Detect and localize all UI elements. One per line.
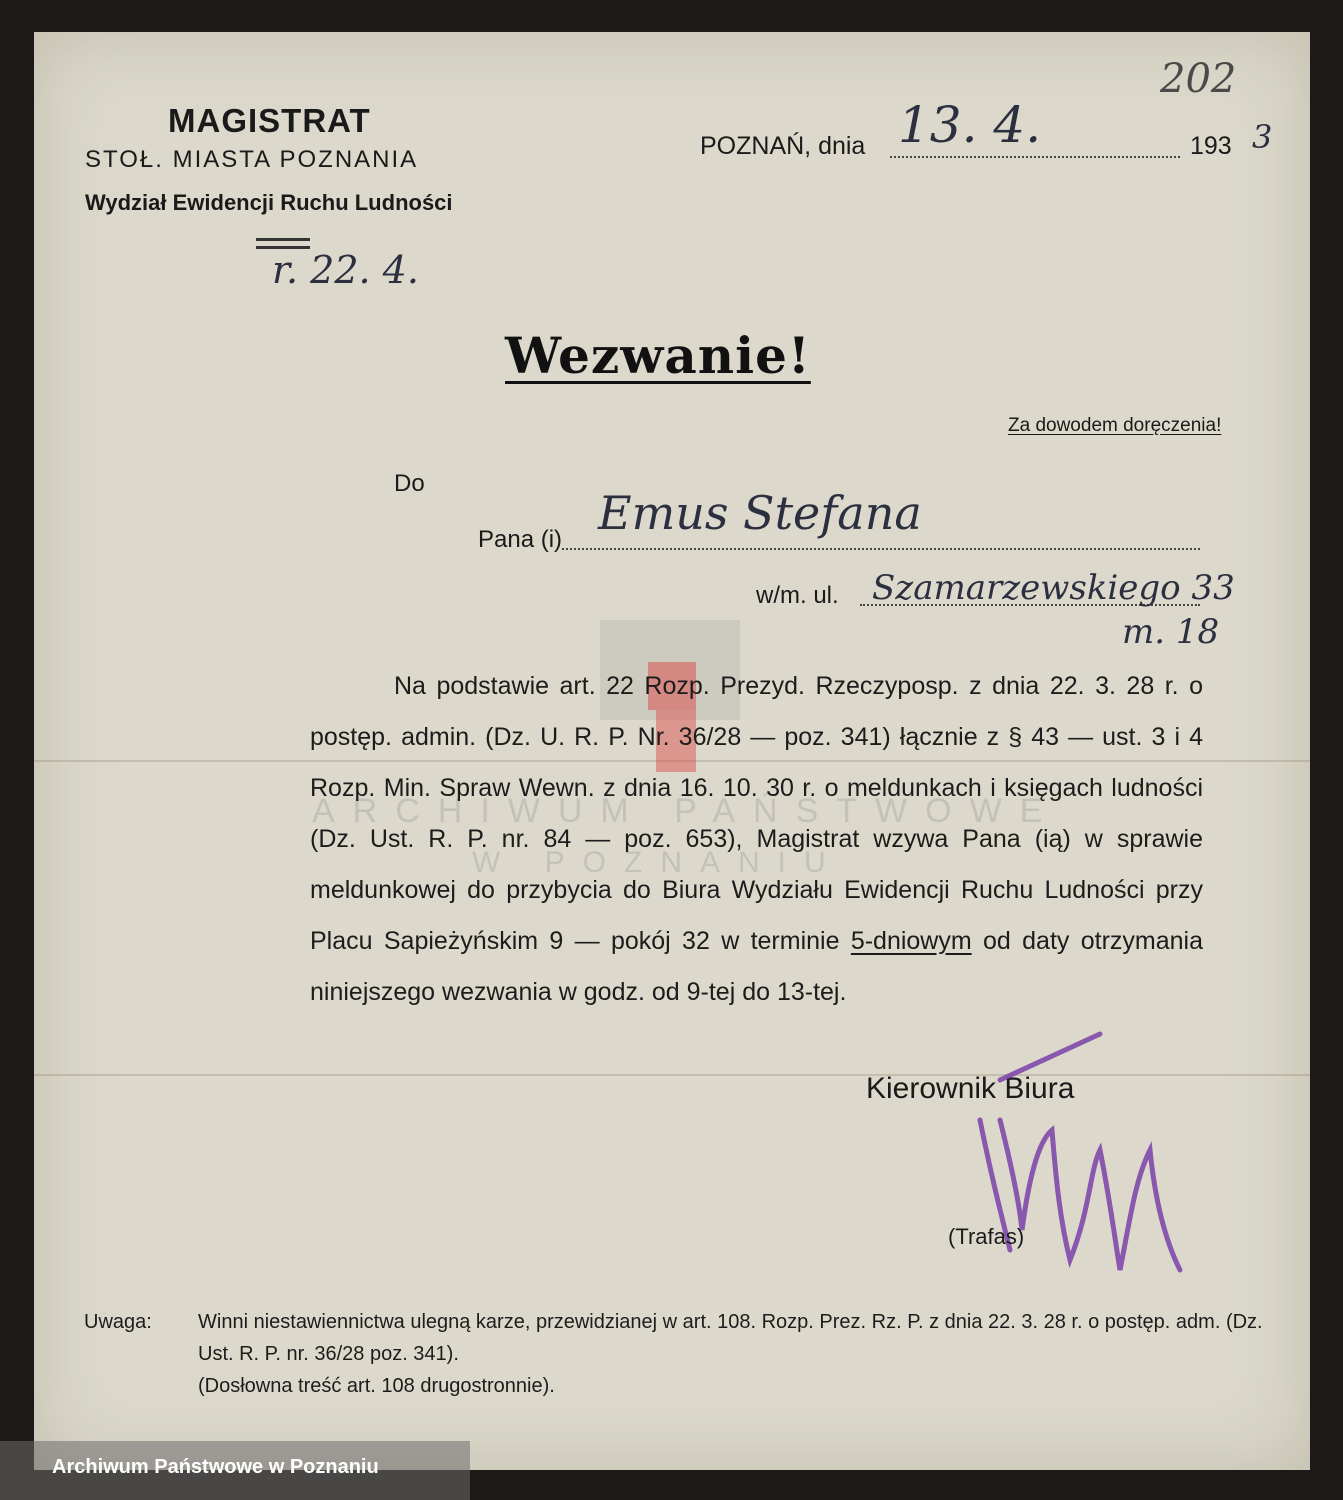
note-line1: Winni niestawiennictwa ulegną karze, przewidzianej w art. 108. Rozp. Prez. Rz. P. z dnia 22. 3. 28 r. o postęp. adm. (Dz. Ust. R. P. nr. 36/28 poz. 341). — [198, 1311, 1263, 1365]
recipient-address: Szamarzewskiego 33 — [872, 568, 1235, 608]
department-name: Wydział Ewidencji Ruchu Ludności — [85, 190, 453, 215]
document-title: Wezwanie! — [505, 326, 811, 385]
body-text-part1: Na podstawie art. 22 Rozp. Prezyd. Rzeczyposp. z dnia 22. 3. 28 r. o postęp. admin. (Dz. U. R. P. Nr. 36/28 — poz. 341) łącznie z § 43 — ust. 3 i 4 Rozp. Min. Spraw Wewn. z dnia 16. 10. 30 r. o meldunkach i księgach ludności (Dz. Ust. R. P. nr. 84 — poz. 653), Magistrat wzywa Pana (ią) w sprawie meldunkowej do przybycia do Biura Wydziału Ewidencji Ruchu Ludności przy Placu Sapieżyńskim 9 — pokój 32 w terminie — [310, 672, 1203, 955]
office-name: MAGISTRAT — [168, 102, 371, 139]
note-line2: (Dosłowna treść art. 108 drugostronnie). — [198, 1375, 555, 1397]
recipient-address-line2: m. 18 — [1122, 612, 1220, 652]
watermark-text-line2: W POZNANIU — [472, 846, 844, 879]
page-number: 202 — [1160, 56, 1237, 102]
place-label: POZNAŃ, dnia — [700, 132, 866, 160]
signature-title: Kierownik Biura — [866, 1072, 1075, 1105]
name-label: Pana (i) — [478, 526, 563, 553]
name-dotted-line — [562, 548, 1200, 550]
watermark-text: ARCHIWUM PAŃSTWOWE — [312, 792, 1061, 830]
city-name: STOŁ. MIASTA POZNANIA — [85, 146, 419, 173]
year-printed: 193 — [1190, 132, 1232, 160]
reference-note: r. 22. 4. — [272, 248, 419, 292]
header-rule — [256, 238, 310, 241]
note-label: Uwaga: — [84, 1311, 152, 1333]
body-paragraph — [310, 661, 1203, 1018]
address-label: w/m. ul. — [756, 582, 839, 609]
recipient-name: Emus Stefana — [598, 486, 922, 540]
signatory-name: (Trafas) — [948, 1224, 1025, 1249]
body-text-part2: od daty otrzymania niniejszego wezwania w godz. od 9-tej do 13-tej. — [310, 927, 1203, 1006]
date-dotted-line — [890, 156, 1180, 158]
to-label: Do — [394, 470, 425, 497]
deadline-underlined: 5-dniowym — [850, 927, 972, 955]
year-handwritten: 3 — [1252, 118, 1273, 156]
date-handwritten: 13. 4. — [898, 96, 1042, 154]
delivery-note: Za dowodem doręczenia! — [1008, 415, 1222, 436]
archive-label: Archiwum Państwowe w Poznaniu — [52, 1456, 379, 1478]
